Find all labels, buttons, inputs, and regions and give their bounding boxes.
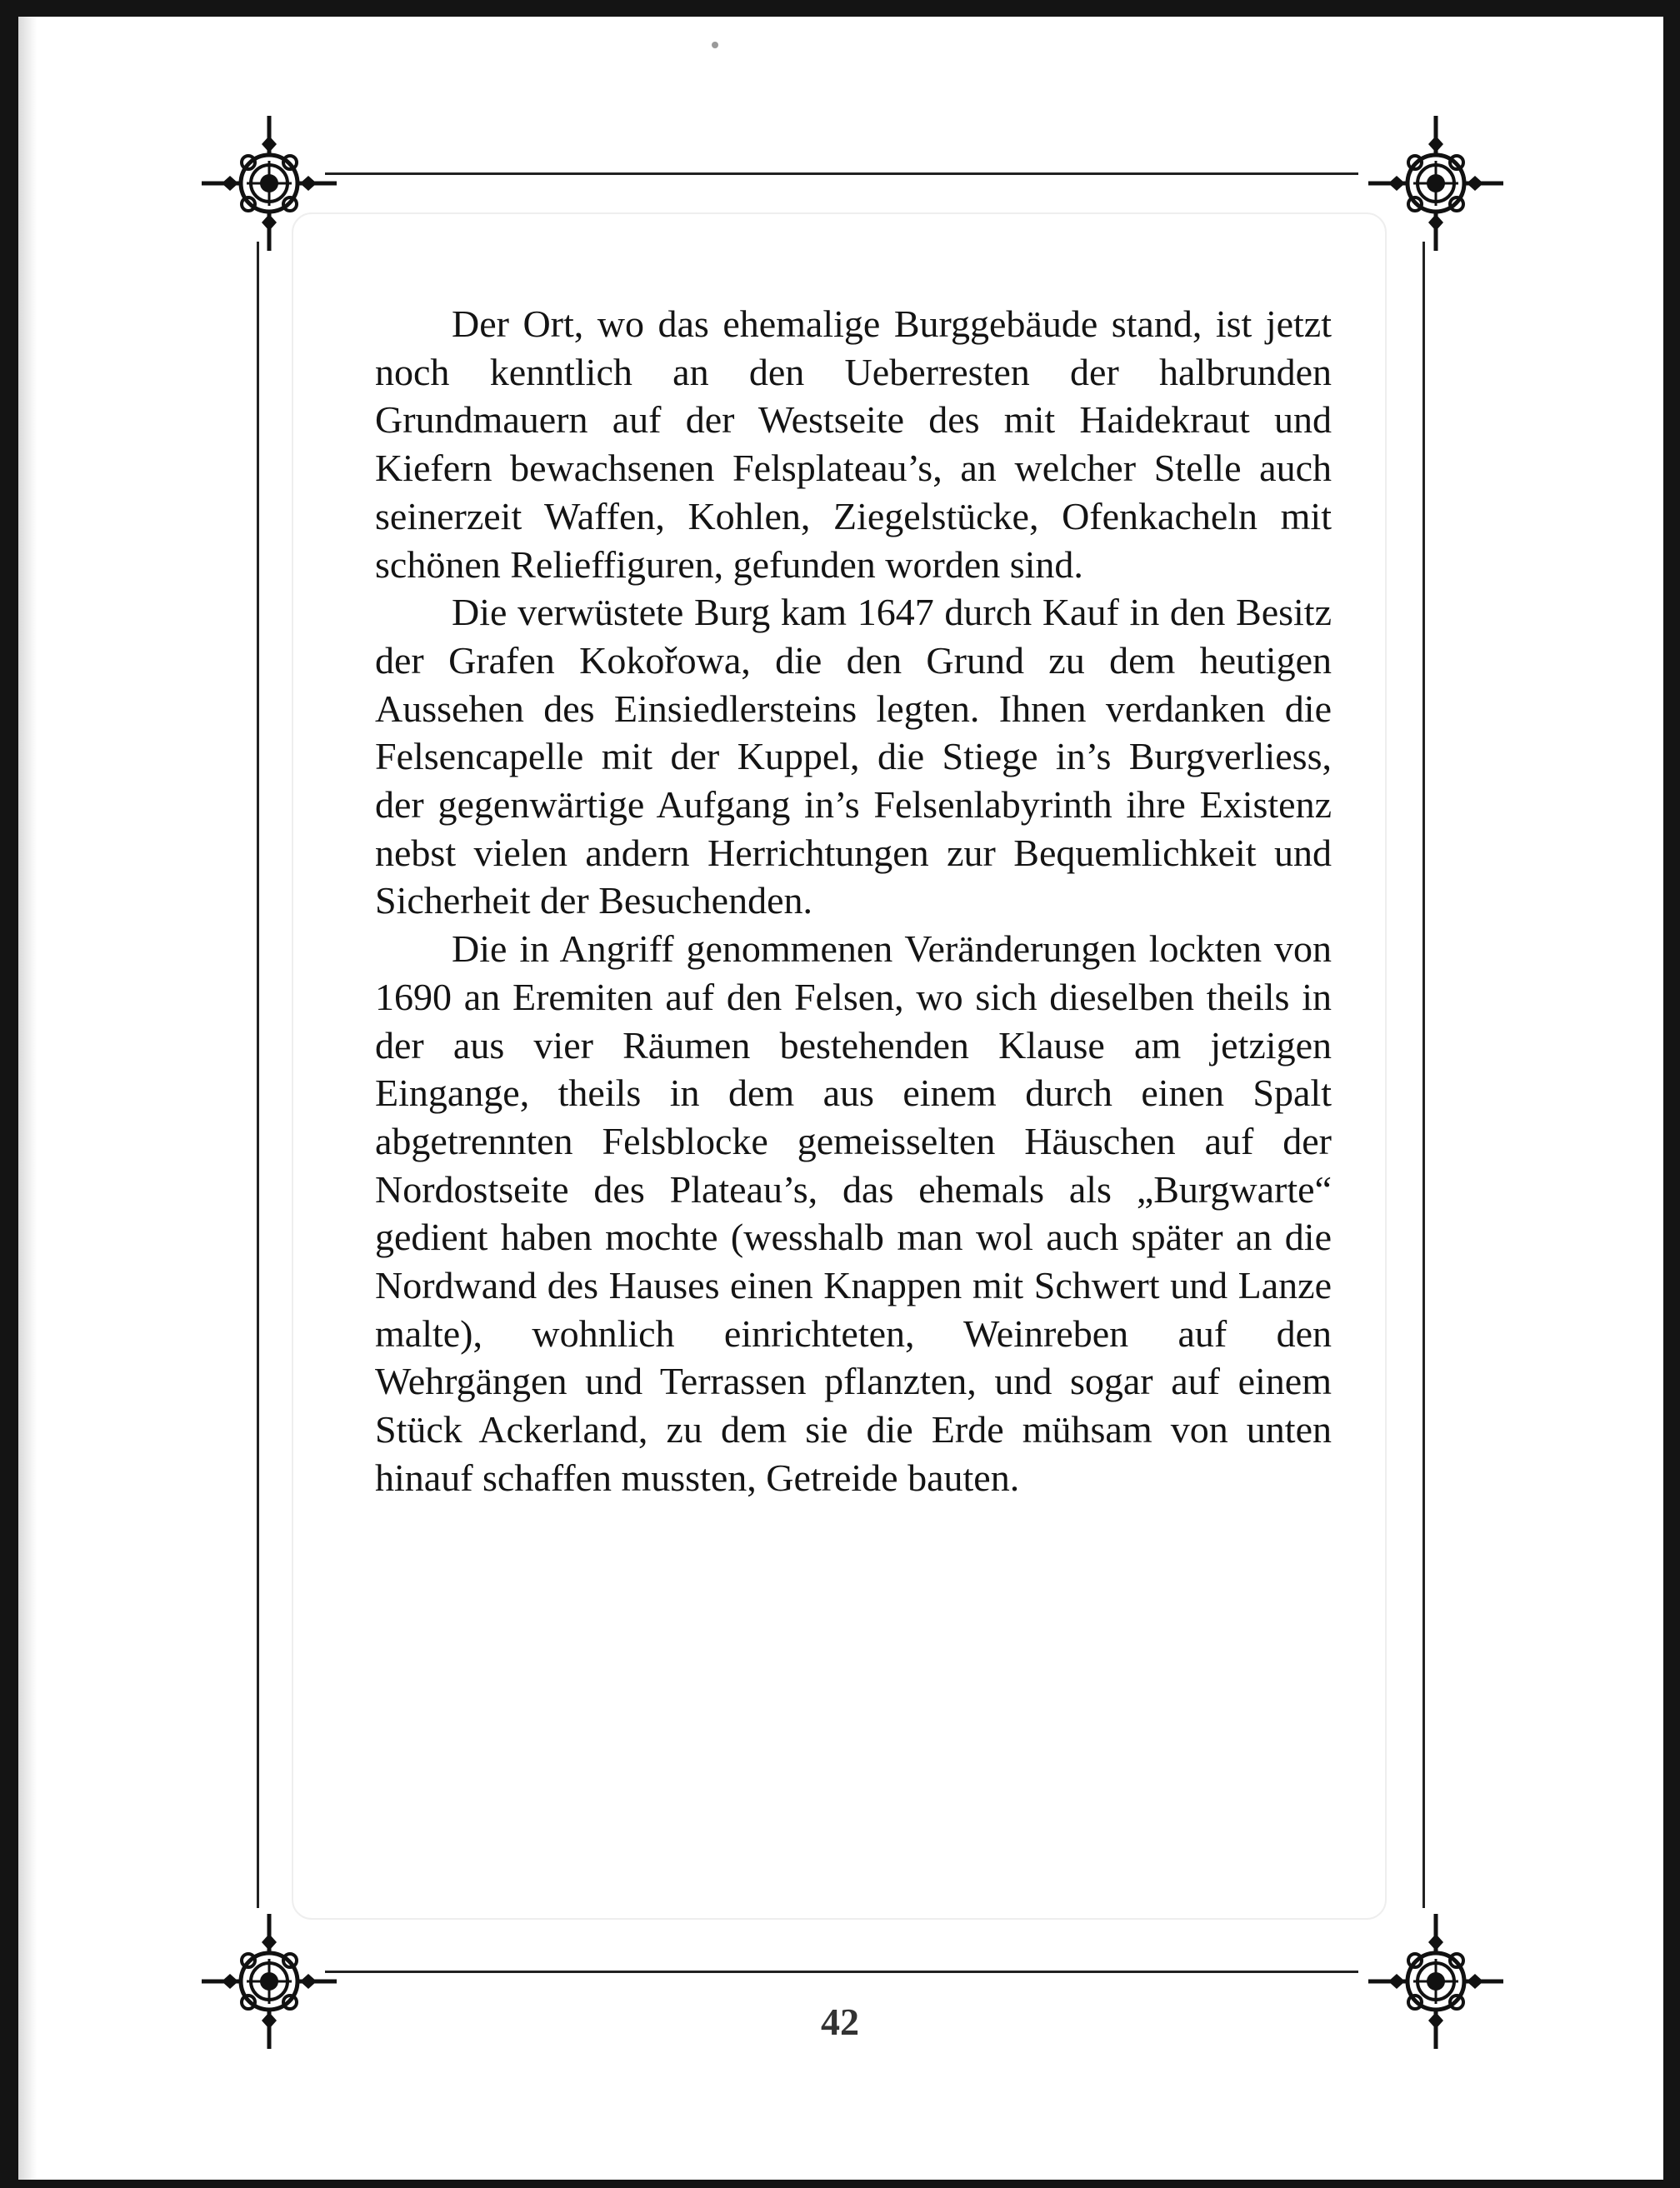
frame-rule-bottom <box>325 1971 1358 1973</box>
body-text <box>375 300 1332 1502</box>
frame-rule-right <box>1422 242 1425 1908</box>
paragraph: Die verwüstete Burg kam 1647 durch Kauf in den Besitz der Grafen Kokořowa, die den Grund zu dem heutigen Aussehen des Einsiedlersteins legten. Ihnen verdanken die Felsencapelle mit der Kuppel, die Stiege in’s Burgverliess, der gegenwärtige Aufgang in’s Felsenlabyrinth ihre Existenz nebst vielen andern Herrichtungen zur Bequemlichkeit und Sicherheit der Besuchenden. <box>375 591 1332 922</box>
page-number: 42 <box>821 2001 859 2043</box>
corner-ornament-icon <box>1365 112 1507 254</box>
frame-rule-top <box>325 172 1358 175</box>
corner-ornament-icon <box>198 1911 340 2052</box>
corner-ornament-icon <box>1365 1911 1507 2052</box>
dust-speck <box>712 42 718 48</box>
corner-ornament-icon <box>198 112 340 254</box>
frame-rule-left <box>257 242 259 1908</box>
paragraph: Die in Angriff genommenen Veränderungen lockten von 1690 an Eremiten auf den Felsen, wo sich dieselben theils in der aus vier Räumen bestehenden Klause am jetzigen Eingange, theils in dem aus einem durch einen Spalt abgetrennten Felsblocke gemeisselten Häuschen auf der Nordostseite des Plateau’s, das ehemals als „Burgwarte“ gedient haben mochte (wesshalb man wol auch später an die Nordwand des Hauses einen Knappen mit Schwert und Lanze malte), wohnlich einrichteten, Weinreben auf den Wehrgängen und Terrassen pflanzten, und sogar auf einem Stück Ackerland, zu dem sie die Erde mühsam von unten hinauf schaffen mussten, Getreide bauten. <box>375 927 1332 1499</box>
paragraph: Der Ort, wo das ehemalige Burggebäude stand, ist jetzt noch kenntlich an den Ueberresten der halbrunden Grundmauern auf der Westseite des mit Haidekraut und Kiefern bewachsenen Felsplateau’s, an welcher Stelle auch seinerzeit Waffen, Kohlen, Ziegelstücke, Ofenkacheln mit schönen Relieffiguren, gefunden worden sind. <box>375 302 1332 586</box>
